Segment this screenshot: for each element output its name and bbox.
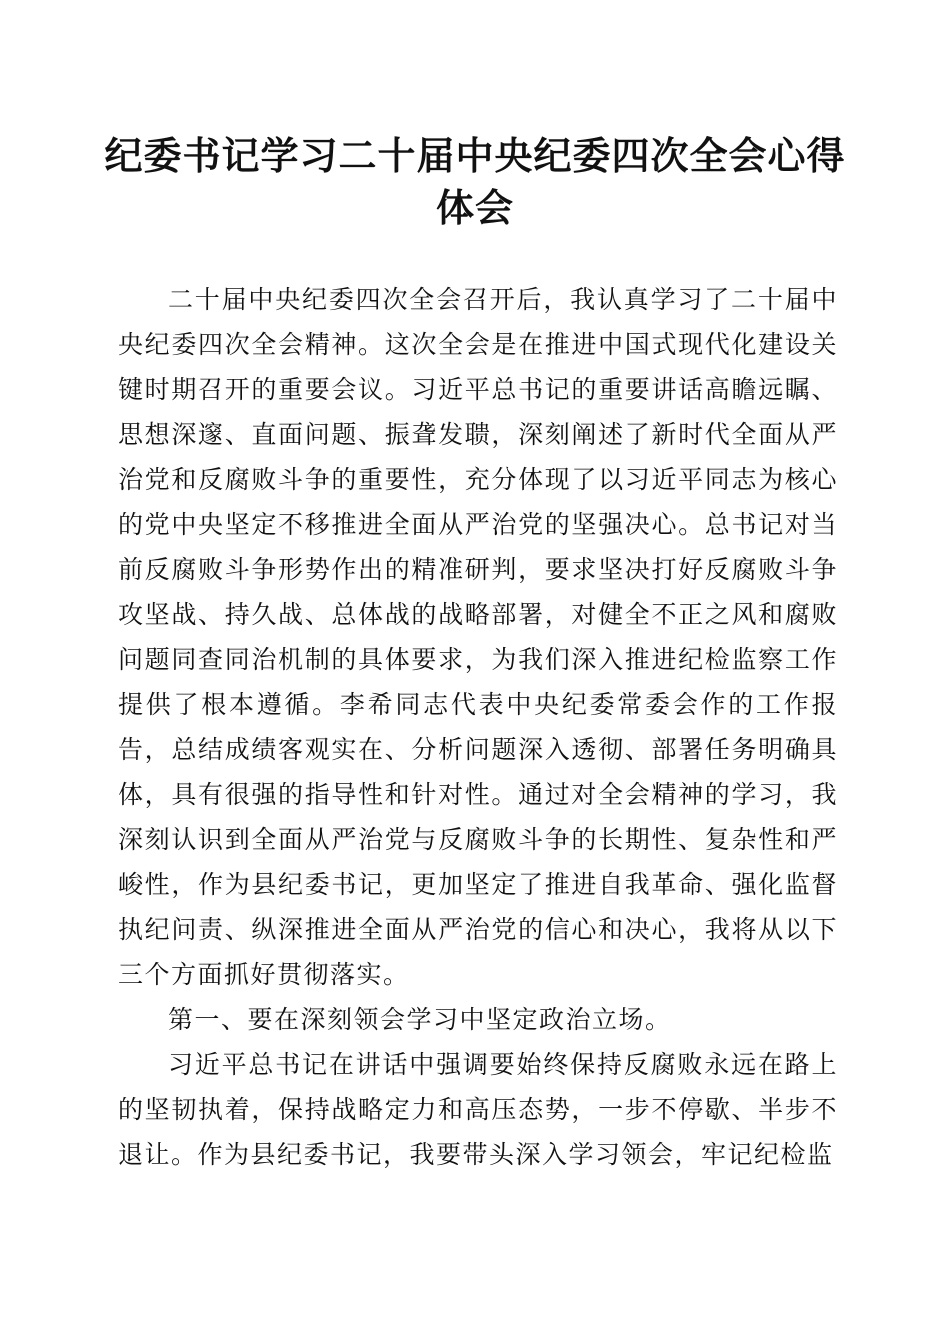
section-heading-1: 第一、要在深刻领会学习中坚定政治立场。 [168, 1005, 672, 1034]
section-1-paragraph: 习近平总书记在讲话中强调要始终保持反腐败永远在路上的坚韧执着，保持战略定力和高压态势，一步不停歇、半步不退让。作为县纪委书记，我要带头深入学习领会，牢记纪检监 [118, 1050, 838, 1169]
intro-paragraph: 二十届中央纪委四次全会召开后，我认真学习了二十届中央纪委四次全会精神。这次全会是在推进中国式现代化建设关键时期召开的重要会议。习近平总书记的重要讲话高瞻远瞩、思想深邃、直面问题、振聋发聩，深刻阐述了新时代全面从严治党和反腐败斗争的重要性，充分体现了以习近平同志为核心的党中央坚定不移推进全面从严治党的坚强决心。总书记对当前反腐败斗争形势作出的精准研判，要求坚决打好反腐败斗争攻坚战、持久战、总体战的战略部署，对健全不正之风和腐败问题同查同治机制的具体要求，为我们深入推进纪检监察工作提供了根本遵循。李希同志代表中央纪委常委会作的工作报告，总结成绩客观实在、分析问题深入透彻、部署任务明确具体，具有很强的指导性和针对性。通过对全会精神的学习，我深刻认识到全面从严治党与反腐败斗争的长期性、复杂性和严峻性，作为县纪委书记，更加坚定了推进自我革命、强化监督执纪问责、纵深推进全面从严治党的信心和决心，我将从以下三个方面抓好贯彻落实。 [118, 285, 838, 989]
document-body [118, 277, 838, 1177]
document-title: 纪委书记学习二十届中央纪委四次全会心得体会 [104, 133, 846, 230]
